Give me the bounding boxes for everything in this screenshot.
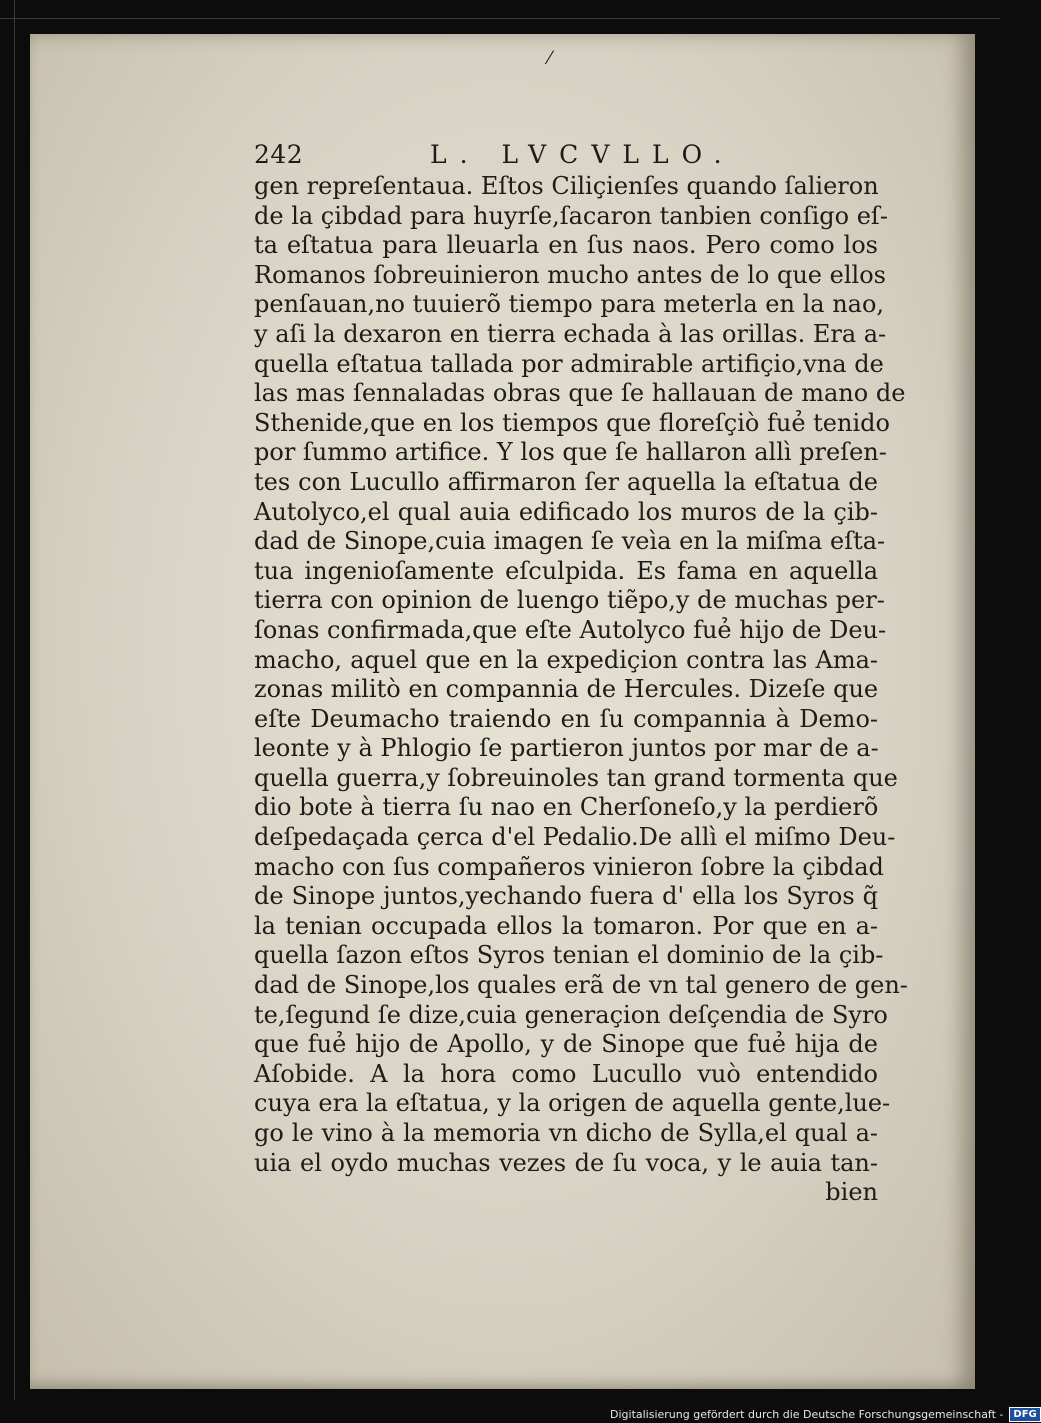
funding-notice: Digitalisierung gefördert durch die Deutsche Forschungsgemeinschaft - [610, 1407, 1004, 1421]
dfg-logo: DFG [1009, 1407, 1040, 1422]
text-line: dio bote à tierra ſu nao en Cherſoneſo,y la perdierõ [254, 793, 879, 822]
text-line: deſpedaçada çerca d'el Pedalio.De allì el miſmo Deu- [254, 823, 896, 852]
text-line: de la çibdad para huyrſe,ſacaron tanbien conſigo eſ- [254, 201, 888, 230]
text-line: gen repreſentaua. Eſtos Ciliçienſes quando ſalieron [254, 172, 879, 200]
text-line: por ſummo artifice. Y los que ſe hallaron allì preſen- [254, 438, 887, 467]
text-line: tua ingenioſamente eſculpida. Es fama en aquella [254, 556, 878, 585]
text-line: tierra con opinion de luengo tiẽpo,y de muchas per- [254, 586, 885, 615]
text-line: las mas ſennaladas obras que ſe hallauan de mano de [254, 379, 906, 408]
text-line: ta eſtatua para lleuarla en ſus naos. Pero como los [254, 231, 878, 260]
text-line: quella eſtatua tallada por admirable artifiçio,vna de [254, 349, 884, 378]
text-line: leonte y à Phlogio ſe partieron juntos por mar de a- [254, 734, 879, 763]
text-line: Sthenide,que en los tiempos que floreſçiò fuẻ tenido [254, 408, 890, 437]
text-line: quella guerra,y ſobreuinoles tan grand tormenta que [254, 763, 898, 792]
text-line: macho, aquel que en la expediçion contra las Ama- [254, 645, 878, 674]
text-line: go le vino à la memoria vn dicho de Sylla,el qual a- [254, 1119, 878, 1147]
scan-frame-left [14, 0, 15, 1400]
text-line: que fuẻ hijo de Apollo, y de Sinope que fuẻ hija de [254, 1030, 878, 1059]
text-line: la tenian occupada ellos la tomaron. Por que en a- [254, 911, 878, 940]
text-line: bien [825, 1178, 878, 1207]
text-line: y aſi la dexaron en tierra echada à las orillas. Era a- [254, 319, 887, 348]
text-line: dad de Sinope,los quales erã de vn tal genero de gen- [254, 971, 908, 1000]
digitization-footer [610, 1406, 1041, 1422]
text-line: ſonas confirmada,que eſte Autolyco fuẻ hijo de Deu- [254, 615, 887, 644]
text-line: Aſobide. A la hora como Lucullo vuò entendido [254, 1059, 878, 1088]
page-number: 242 [254, 140, 304, 169]
page-header [254, 140, 744, 176]
scan-frame-top [0, 18, 1000, 19]
text-line: eſte Deumacho traiendo en ſu compannia à Demo- [254, 704, 878, 733]
running-title: L. LVCVLLO. [430, 140, 735, 169]
text-line: zonas militò en compannia de Hercules. Dizeſe que [254, 675, 879, 704]
text-line: cuya era la eſtatua, y la origen de aquella gente,lue- [254, 1089, 891, 1118]
margin-mark: ⁄ [548, 48, 552, 69]
text-line: quella ſazon eſtos Syros tenian el dominio de la çib- [254, 941, 884, 970]
text-line: tes con Lucullo affirmaron ſer aquella la eſtatua de [254, 467, 878, 496]
text-line: dad de Sinope,cuia imagen ſe veìa en la miſma eſta- [254, 527, 886, 556]
text-line: te,ſegund ſe dize,cuia generaçion deſçendia de Syro [254, 1000, 888, 1029]
text-line: macho con ſus compañeros vinieron ſobre la çibdad [254, 852, 884, 881]
text-line: de Sinope juntos,yechando fuera d' ella los Syros q̃ [254, 882, 878, 911]
text-line: Romanos ſobreuinieron mucho antes de lo que ellos [254, 260, 886, 289]
text-line: Autolyco,el qual auia edificado los muros de la çib- [254, 497, 878, 526]
text-line: uia el oydo muchas vezes de ſu voca, y le auia tan- [254, 1148, 878, 1177]
body-text [254, 172, 908, 1208]
text-line: penſauan,no tuuierõ tiempo para meterla en la nao, [254, 290, 885, 319]
